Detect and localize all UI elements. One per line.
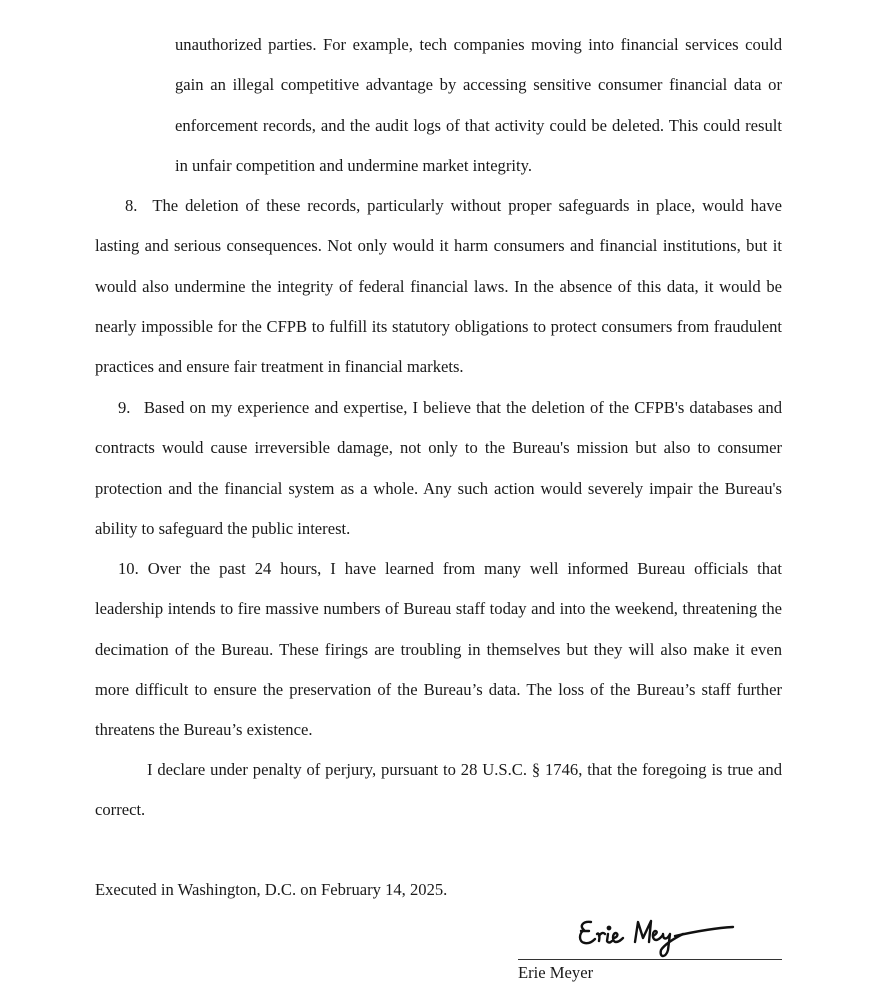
handwritten-signature — [575, 912, 745, 964]
declaration-statement: I declare under penalty of perjury, pursuant to 28 U.S.C. § 1746, that the foregoing is true and correct. — [95, 760, 782, 820]
paragraph-9: 9. Based on my experience and expertise, I believe that the deletion of the CFPB's databases and contracts would cause irreversible damage, not only to the Bureau's mission but also to consumer protection and the financial system as a whole. Any such action would severely impair the Bureau's ability to safeguard the public interest. — [95, 398, 782, 538]
paragraph-7-continuation: unauthorized parties. For example, tech companies moving into financial services could gain an illegal competitive advantage by accessing sensitive consumer financial data or enforcement records, and the audit logs of that activity could be deleted. This could result in unfair competition and undermine market integrity. — [175, 35, 782, 175]
execution-line: Executed in Washington, D.C. on February 14, 2025. — [95, 880, 448, 899]
paragraph-8: 8. The deletion of these records, particularly without proper safeguards in place, would have lasting and serious consequences. Not only would it harm consumers and financial institutions, but it would also undermine the integrity of federal financial laws. In the absence of this data, it would be nearly impossible for the CFPB to fulfill its statutory obligations to protect consumers from fraudulent practices and ensure fair treatment in financial markets. — [95, 196, 782, 377]
paragraph-10: 10. Over the past 24 hours, I have learned from many well informed Bureau officials that leadership intends to fire massive numbers of Bureau staff today and into the weekend, threatening the decimation of the Bureau. These firings are troubling in themselves but they will also make it even more difficult to ensure the preservation of the Bureau’s data. The loss of the Bureau’s staff further threatens the Bureau’s existence. — [95, 559, 782, 740]
signer-name: Erie Meyer — [518, 963, 594, 982]
signature-line — [518, 959, 782, 960]
